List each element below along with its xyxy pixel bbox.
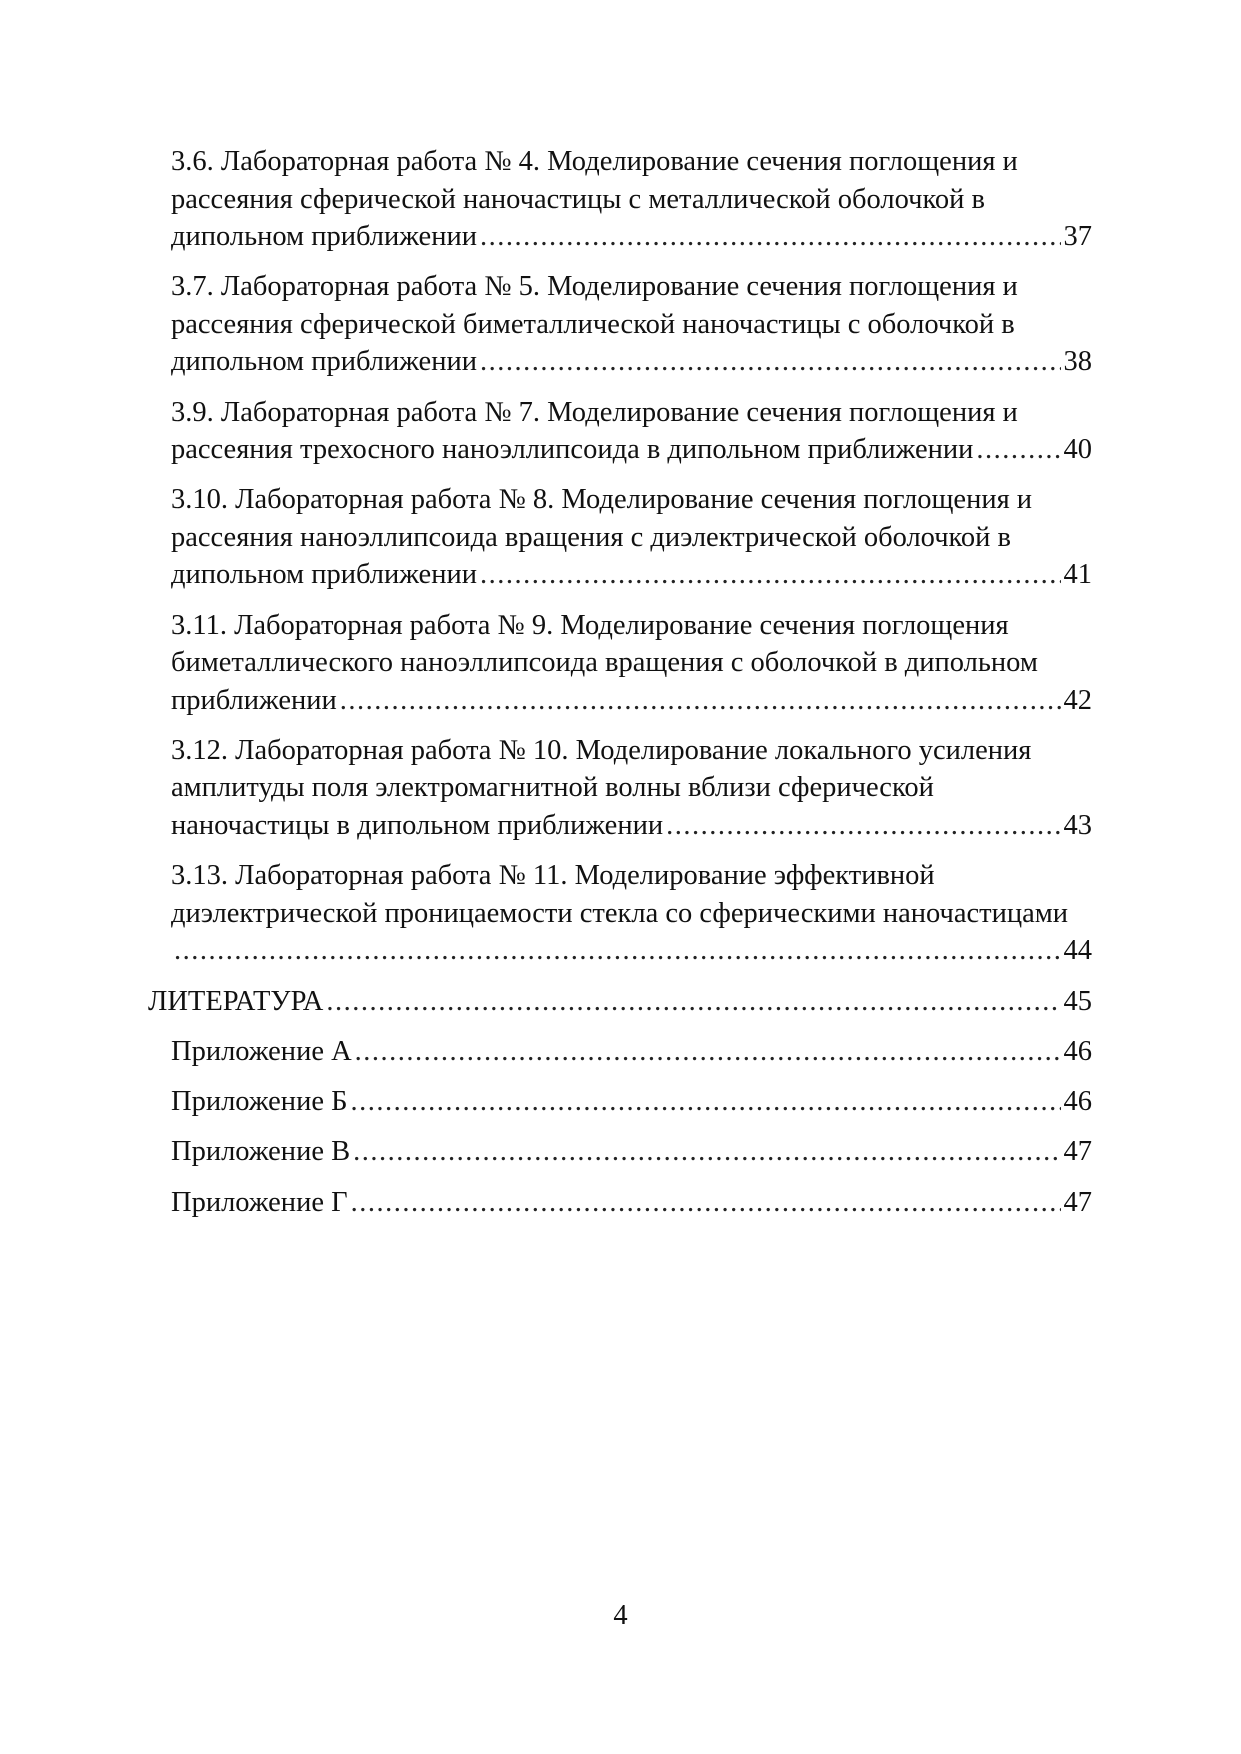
toc-entry-line: приближении: [171, 684, 337, 716]
dot-leader: [480, 218, 1061, 256]
toc-entry-line: рассеяния сферической наночастицы с металлической оболочкой в: [171, 183, 985, 215]
toc-entry-3-9: [148, 394, 1092, 469]
toc-page-number: 47: [1063, 1186, 1092, 1218]
toc-entry-line: рассеяния трехосного наноэллипсоида в дипольном приближении: [171, 434, 974, 466]
toc-entry-line: дипольном приближении: [171, 346, 477, 378]
dot-leader: [480, 343, 1061, 381]
toc-page-number: 37: [1063, 221, 1092, 252]
dot-leader: [353, 1133, 1060, 1171]
dot-leader: [340, 682, 1061, 720]
dot-leader: [355, 1033, 1061, 1071]
toc-entry-line: дипольном приближении: [171, 559, 477, 591]
toc-entry-appendix-v: [148, 1133, 1092, 1171]
toc-entry-line: Приложение А: [171, 1035, 352, 1067]
toc-entry-line: биметаллического наноэллипсоида вращения с оболочкой в дипольном: [171, 647, 1038, 679]
toc-page-number: 40: [1063, 434, 1092, 466]
dot-leader: [666, 807, 1060, 845]
page-number: 4: [613, 1600, 628, 1631]
toc-entry-literature: [148, 983, 1092, 1021]
toc-entry-line: 3.12. Лабораторная работа № 10. Моделирование локального усиления: [171, 734, 1032, 766]
toc-entry-line: дипольном приближении: [171, 221, 477, 252]
toc-entry-line: 3.13. Лабораторная работа № 11. Моделирование эффективной: [171, 860, 935, 892]
toc-page-number: 38: [1063, 346, 1092, 378]
toc-entry-line: ЛИТЕРАТУРА: [148, 985, 324, 1017]
toc-entry-line: амплитуды поля электромагнитной волны вблизи сферической: [171, 772, 934, 804]
toc-page-number: 44: [1063, 935, 1092, 967]
toc-entry-line: Приложение Г: [171, 1186, 348, 1218]
toc-entry-appendix-g: [148, 1184, 1092, 1222]
toc-entry-line: 3.10. Лабораторная работа № 8. Моделирование сечения поглощения и: [171, 484, 1033, 516]
toc-page-number: 46: [1063, 1035, 1092, 1067]
toc-page-number: 45: [1063, 985, 1092, 1017]
toc-entry-appendix-a: [148, 1033, 1092, 1071]
toc-entry-line: 3.11. Лабораторная работа № 9. Моделирование сечения поглощения: [171, 609, 1009, 641]
toc-entry-3-11: [148, 607, 1092, 720]
toc-entry-3-6: [148, 143, 1092, 256]
dot-leader: [480, 556, 1061, 594]
table-of-contents: [148, 143, 1092, 1234]
dot-leader: [976, 431, 1060, 469]
toc-entry-line: 3.6. Лабораторная работа № 4. Моделирование сечения поглощения и: [171, 146, 1018, 177]
toc-entry-line: Приложение В: [171, 1136, 351, 1168]
toc-entry-3-13: [148, 857, 1092, 970]
toc-page-number: 47: [1063, 1136, 1092, 1168]
toc-entry-appendix-b: [148, 1083, 1092, 1121]
toc-entry-line: рассеяния наноэллипсоида вращения с диэлектрической оболочкой в: [171, 521, 1012, 553]
toc-entry-3-10: [148, 481, 1092, 594]
dot-leader: [350, 1083, 1060, 1121]
toc-entry-3-12: [148, 732, 1092, 845]
dot-leader: [351, 1184, 1061, 1222]
toc-page-number: 43: [1063, 809, 1092, 841]
toc-entry-3-7: [148, 268, 1092, 381]
dot-leader: [174, 932, 1061, 970]
toc-page-number: 41: [1063, 559, 1092, 591]
toc-entry-line: Приложение Б: [171, 1086, 348, 1118]
dot-leader: [326, 983, 1060, 1021]
toc-page-number: 46: [1063, 1086, 1092, 1118]
toc-entry-line: рассеяния сферической биметаллической наночастицы с оболочкой в: [171, 308, 1015, 340]
toc-entry-line: диэлектрической проницаемости стекла со сферическими наночастицами: [171, 897, 1069, 929]
toc-entry-line: наночастицы в дипольном приближении: [171, 809, 664, 841]
toc-entry-line: 3.7. Лабораторная работа № 5. Моделирование сечения поглощения и: [171, 271, 1018, 303]
toc-page-number: 42: [1063, 684, 1092, 716]
toc-entry-line: 3.9. Лабораторная работа № 7. Моделирование сечения поглощения и: [171, 396, 1018, 428]
